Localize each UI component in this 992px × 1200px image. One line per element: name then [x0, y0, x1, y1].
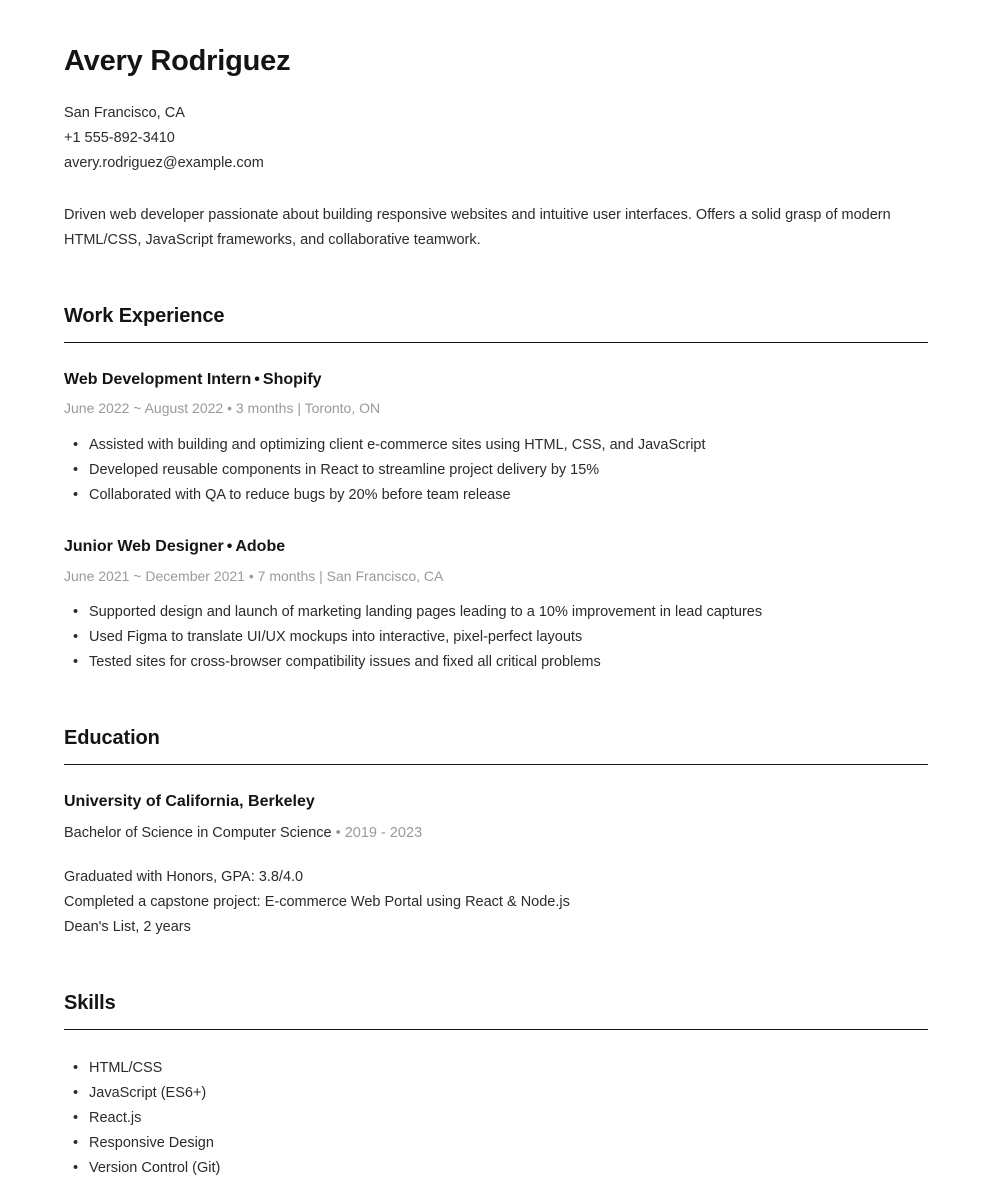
education-details — [64, 865, 928, 940]
bullet-icon: • — [73, 1135, 79, 1152]
section-skills — [64, 992, 928, 1181]
list-item — [64, 433, 928, 458]
professional-summary: Driven web developer passionate about building responsive websites and intuitive user interfaces. Offers a solid grasp of modern HTML/CSS, JavaScript frameworks, and collaborative teamwork. — [64, 206, 891, 248]
list-item — [64, 650, 928, 675]
work-entry-meta: June 2021 ~ December 2021 • 7 months | San Francisco, CA — [64, 567, 444, 584]
bullet-icon: • — [73, 1160, 79, 1177]
list-item — [64, 600, 928, 625]
bullet-icon: • — [73, 654, 79, 671]
resume-header — [64, 44, 928, 253]
list-item-text: Collaborated with QA to reduce bugs by 20% before team release — [89, 486, 511, 503]
section-work-experience — [64, 305, 928, 675]
education-entry — [64, 791, 928, 940]
section-title-education: Education — [64, 727, 160, 750]
work-entry-company: Shopify — [262, 370, 322, 388]
list-item-text: Responsive Design — [89, 1135, 214, 1152]
bullet-icon: • — [73, 604, 79, 621]
work-entry-title — [64, 369, 928, 391]
list-item — [64, 458, 928, 483]
list-item — [64, 1156, 928, 1181]
work-entry-bullets — [64, 433, 928, 508]
list-item-text: Assisted with building and optimizing client e-commerce sites using HTML, CSS, and JavaScript — [89, 436, 706, 453]
work-entry-title — [64, 536, 928, 558]
list-item — [64, 1056, 928, 1081]
work-entry-bullets — [64, 600, 928, 675]
bullet-icon: • — [73, 436, 79, 453]
section-title-skills: Skills — [64, 992, 116, 1015]
bullet-icon: • — [73, 1060, 79, 1077]
list-item-text: React.js — [89, 1110, 142, 1127]
list-item-text: Developed reusable components in React to streamline project delivery by 15% — [89, 461, 600, 478]
education-detail-line: Dean's List, 2 years — [64, 919, 191, 936]
list-item-text: HTML/CSS — [89, 1060, 163, 1077]
title-separator-icon: • — [254, 370, 260, 388]
education-degree: Bachelor of Science in Computer Science — [64, 824, 332, 841]
bullet-icon: • — [73, 1085, 79, 1102]
list-item-text: Tested sites for cross-browser compatibility issues and fixed all critical problems — [89, 654, 601, 671]
work-entry — [64, 369, 928, 508]
list-item-text: Used Figma to translate UI/UX mockups into interactive, pixel-perfect layouts — [89, 629, 583, 646]
candidate-name: Avery Rodriguez — [64, 45, 291, 77]
skills-list — [64, 1056, 928, 1181]
list-item-text: Supported design and launch of marketing landing pages leading to a 10% improvement in lead captures — [89, 604, 763, 621]
list-item — [64, 625, 928, 650]
work-entry — [64, 536, 928, 675]
list-item-text: Version Control (Git) — [89, 1160, 221, 1177]
education-degree-line — [64, 823, 928, 843]
education-school: University of California, Berkeley — [64, 793, 315, 811]
contact-location: San Francisco, CA — [64, 104, 185, 121]
work-entry-role: Junior Web Designer — [64, 537, 224, 555]
title-separator-icon: • — [226, 537, 233, 555]
bullet-icon: • — [73, 461, 79, 478]
section-education — [64, 727, 928, 940]
resume-document — [64, 0, 928, 1181]
work-entry-role: Web Development Intern — [64, 370, 252, 388]
education-dates: • 2019 - 2023 — [335, 824, 423, 841]
list-item — [64, 1081, 928, 1106]
section-divider-education — [64, 764, 928, 765]
list-item — [64, 1106, 928, 1131]
list-item — [64, 483, 928, 508]
work-entry-meta: June 2022 ~ August 2022 • 3 months | Toronto, ON — [64, 400, 381, 417]
list-item-text: JavaScript (ES6+) — [89, 1085, 207, 1102]
list-item — [64, 1131, 928, 1156]
contact-email: avery.rodriguez@example.com — [64, 154, 264, 171]
section-divider-skills — [64, 1029, 928, 1030]
education-detail-line: Completed a capstone project: E-commerce Web Portal using React & Node.js — [64, 894, 570, 911]
contact-phone: +1 555-892-3410 — [64, 129, 175, 146]
section-title-work-experience: Work Experience — [64, 304, 225, 327]
bullet-icon: • — [73, 1110, 79, 1127]
work-entry-company: Adobe — [235, 537, 286, 555]
bullet-icon: • — [73, 629, 79, 646]
education-detail-line: Graduated with Honors, GPA: 3.8/4.0 — [64, 869, 304, 886]
section-divider-work-experience — [64, 342, 928, 343]
bullet-icon: • — [73, 486, 79, 503]
